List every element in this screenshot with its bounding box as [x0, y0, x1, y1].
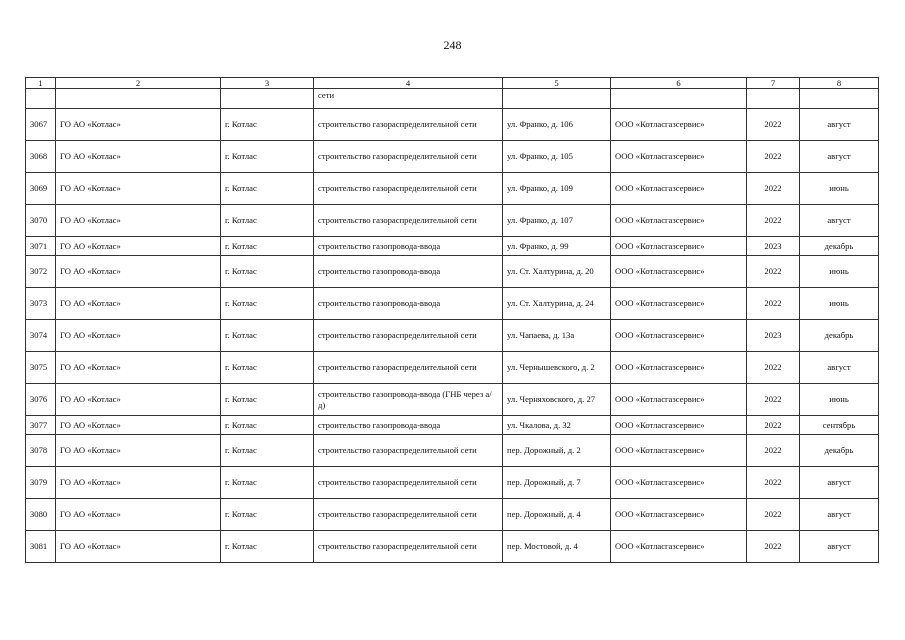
- header-cell: 7: [747, 78, 800, 89]
- table-cell: [26, 89, 56, 109]
- city-cell: г. Котлас: [221, 173, 314, 205]
- table-row: [26, 256, 879, 288]
- organization-cell: ГО АО «Котлас»: [56, 384, 221, 416]
- operator-cell: ООО «Котласгазсервис»: [611, 499, 747, 531]
- month-cell: август: [800, 531, 879, 563]
- row-number-cell: 3069: [26, 173, 56, 205]
- row-number-cell: 3081: [26, 531, 56, 563]
- table-row: [26, 320, 879, 352]
- address-cell: пер. Дорожный, д. 4: [503, 499, 611, 531]
- organization-cell: ГО АО «Котлас»: [56, 435, 221, 467]
- year-cell: 2022: [747, 109, 800, 141]
- work-description-cell: строительство газопровода-ввода: [314, 237, 503, 256]
- city-cell: г. Котлас: [221, 288, 314, 320]
- year-cell: 2022: [747, 205, 800, 237]
- table-body: [26, 78, 879, 563]
- year-cell: 2022: [747, 435, 800, 467]
- row-number-cell: 3080: [26, 499, 56, 531]
- operator-cell: ООО «Котласгазсервис»: [611, 320, 747, 352]
- month-cell: декабрь: [800, 320, 879, 352]
- month-cell: июнь: [800, 256, 879, 288]
- header-cell: 6: [611, 78, 747, 89]
- year-cell: 2022: [747, 531, 800, 563]
- address-cell: ул. Франко, д. 105: [503, 141, 611, 173]
- address-cell: пер. Дорожный, д. 7: [503, 467, 611, 499]
- address-cell: ул. Чкалова, д. 32: [503, 416, 611, 435]
- table-cell: [800, 89, 879, 109]
- operator-cell: ООО «Котласгазсервис»: [611, 237, 747, 256]
- table-row: [26, 288, 879, 320]
- city-cell: г. Котлас: [221, 237, 314, 256]
- city-cell: г. Котлас: [221, 435, 314, 467]
- header-cell: 3: [221, 78, 314, 89]
- table-row: [26, 205, 879, 237]
- table-cell: [611, 89, 747, 109]
- header-cell: 4: [314, 78, 503, 89]
- operator-cell: ООО «Котласгазсервис»: [611, 435, 747, 467]
- year-cell: 2022: [747, 416, 800, 435]
- work-description-cell: строительство газораспределительной сети: [314, 467, 503, 499]
- table-cell: [56, 89, 221, 109]
- work-description-cell: строительство газораспределительной сети: [314, 352, 503, 384]
- city-cell: г. Котлас: [221, 205, 314, 237]
- year-cell: 2022: [747, 256, 800, 288]
- month-cell: август: [800, 205, 879, 237]
- table-row: [26, 237, 879, 256]
- organization-cell: ГО АО «Котлас»: [56, 352, 221, 384]
- table-row: [26, 467, 879, 499]
- organization-cell: ГО АО «Котлас»: [56, 531, 221, 563]
- month-cell: июнь: [800, 384, 879, 416]
- city-cell: г. Котлас: [221, 416, 314, 435]
- operator-cell: ООО «Котласгазсервис»: [611, 173, 747, 205]
- city-cell: г. Котлас: [221, 531, 314, 563]
- work-description-cell: строительство газопровода-ввода: [314, 288, 503, 320]
- month-cell: декабрь: [800, 435, 879, 467]
- month-cell: август: [800, 141, 879, 173]
- address-cell: ул. Черняховского, д. 27: [503, 384, 611, 416]
- operator-cell: ООО «Котласгазсервис»: [611, 531, 747, 563]
- address-cell: пер. Мостовой, д. 4: [503, 531, 611, 563]
- work-description-cell: строительство газораспределительной сети: [314, 435, 503, 467]
- operator-cell: ООО «Котласгазсервис»: [611, 416, 747, 435]
- row-number-cell: 3079: [26, 467, 56, 499]
- organization-cell: ГО АО «Котлас»: [56, 320, 221, 352]
- row-number-cell: 3070: [26, 205, 56, 237]
- row-number-cell: 3074: [26, 320, 56, 352]
- month-cell: август: [800, 467, 879, 499]
- row-number-cell: 3068: [26, 141, 56, 173]
- table-row: [26, 435, 879, 467]
- address-cell: ул. Ст. Халтурина, д. 24: [503, 288, 611, 320]
- work-description-cell: строительство газопровода-ввода: [314, 416, 503, 435]
- row-number-cell: 3078: [26, 435, 56, 467]
- work-description-cell: строительство газораспределительной сети: [314, 320, 503, 352]
- table-cell: сети: [314, 89, 503, 109]
- city-cell: г. Котлас: [221, 467, 314, 499]
- organization-cell: ГО АО «Котлас»: [56, 141, 221, 173]
- address-cell: ул. Франко, д. 99: [503, 237, 611, 256]
- organization-cell: ГО АО «Котлас»: [56, 288, 221, 320]
- year-cell: 2022: [747, 467, 800, 499]
- work-description-cell: строительство газораспределительной сети: [314, 531, 503, 563]
- header-cell: 5: [503, 78, 611, 89]
- work-description-cell: строительство газораспределительной сети: [314, 205, 503, 237]
- page-number: 248: [443, 38, 462, 52]
- operator-cell: ООО «Котласгазсервис»: [611, 141, 747, 173]
- table-row: [26, 352, 879, 384]
- table-row: [26, 499, 879, 531]
- operator-cell: ООО «Котласгазсервис»: [611, 109, 747, 141]
- month-cell: сентябрь: [800, 416, 879, 435]
- address-cell: ул. Франко, д. 109: [503, 173, 611, 205]
- address-cell: пер. Дорожный, д. 2: [503, 435, 611, 467]
- city-cell: г. Котлас: [221, 141, 314, 173]
- row-number-cell: 3071: [26, 237, 56, 256]
- table-row: [26, 109, 879, 141]
- work-description-cell: строительство газораспределительной сети: [314, 173, 503, 205]
- table-row: [26, 416, 879, 435]
- address-cell: ул. Франко, д. 106: [503, 109, 611, 141]
- organization-cell: ГО АО «Котлас»: [56, 499, 221, 531]
- row-number-cell: 3067: [26, 109, 56, 141]
- organization-cell: ГО АО «Котлас»: [56, 467, 221, 499]
- month-cell: август: [800, 499, 879, 531]
- table-row: [26, 531, 879, 563]
- year-cell: 2022: [747, 173, 800, 205]
- data-table: [25, 77, 879, 563]
- table-row: [26, 384, 879, 416]
- work-description-cell: строительство газораспределительной сети: [314, 499, 503, 531]
- organization-cell: ГО АО «Котлас»: [56, 173, 221, 205]
- year-cell: 2022: [747, 352, 800, 384]
- month-cell: декабрь: [800, 237, 879, 256]
- continuation-row: [26, 89, 879, 109]
- address-cell: ул. Чернышевского, д. 2: [503, 352, 611, 384]
- year-cell: 2023: [747, 237, 800, 256]
- city-cell: г. Котлас: [221, 384, 314, 416]
- year-cell: 2022: [747, 384, 800, 416]
- city-cell: г. Котлас: [221, 352, 314, 384]
- organization-cell: ГО АО «Котлас»: [56, 256, 221, 288]
- work-description-cell: строительство газопровода-ввода: [314, 256, 503, 288]
- operator-cell: ООО «Котласгазсервис»: [611, 384, 747, 416]
- table-row: [26, 141, 879, 173]
- organization-cell: ГО АО «Котлас»: [56, 416, 221, 435]
- year-cell: 2023: [747, 320, 800, 352]
- header-cell: 8: [800, 78, 879, 89]
- address-cell: ул. Франко, д. 107: [503, 205, 611, 237]
- year-cell: 2022: [747, 288, 800, 320]
- row-number-cell: 3072: [26, 256, 56, 288]
- row-number-cell: 3076: [26, 384, 56, 416]
- work-description-cell: строительство газораспределительной сети: [314, 109, 503, 141]
- row-number-cell: 3077: [26, 416, 56, 435]
- work-description-cell: строительство газопровода-ввода (ГНБ через а/д): [314, 384, 503, 416]
- header-cell: 2: [56, 78, 221, 89]
- table-cell: [221, 89, 314, 109]
- operator-cell: ООО «Котласгазсервис»: [611, 205, 747, 237]
- month-cell: август: [800, 109, 879, 141]
- operator-cell: ООО «Котласгазсервис»: [611, 352, 747, 384]
- organization-cell: ГО АО «Котлас»: [56, 109, 221, 141]
- row-number-cell: 3075: [26, 352, 56, 384]
- month-cell: июнь: [800, 173, 879, 205]
- year-cell: 2022: [747, 141, 800, 173]
- table-row: [26, 173, 879, 205]
- month-cell: июнь: [800, 288, 879, 320]
- table-cell: [747, 89, 800, 109]
- year-cell: 2022: [747, 499, 800, 531]
- city-cell: г. Котлас: [221, 499, 314, 531]
- city-cell: г. Котлас: [221, 256, 314, 288]
- header-row: [26, 78, 879, 89]
- table-cell: [503, 89, 611, 109]
- organization-cell: ГО АО «Котлас»: [56, 237, 221, 256]
- work-description-cell: строительство газораспределительной сети: [314, 141, 503, 173]
- city-cell: г. Котлас: [221, 109, 314, 141]
- city-cell: г. Котлас: [221, 320, 314, 352]
- row-number-cell: 3073: [26, 288, 56, 320]
- address-cell: ул. Ст. Халтурина, д. 20: [503, 256, 611, 288]
- operator-cell: ООО «Котласгазсервис»: [611, 288, 747, 320]
- organization-cell: ГО АО «Котлас»: [56, 205, 221, 237]
- operator-cell: ООО «Котласгазсервис»: [611, 256, 747, 288]
- header-cell: 1: [26, 78, 56, 89]
- month-cell: август: [800, 352, 879, 384]
- operator-cell: ООО «Котласгазсервис»: [611, 467, 747, 499]
- address-cell: ул. Чапаева, д. 13а: [503, 320, 611, 352]
